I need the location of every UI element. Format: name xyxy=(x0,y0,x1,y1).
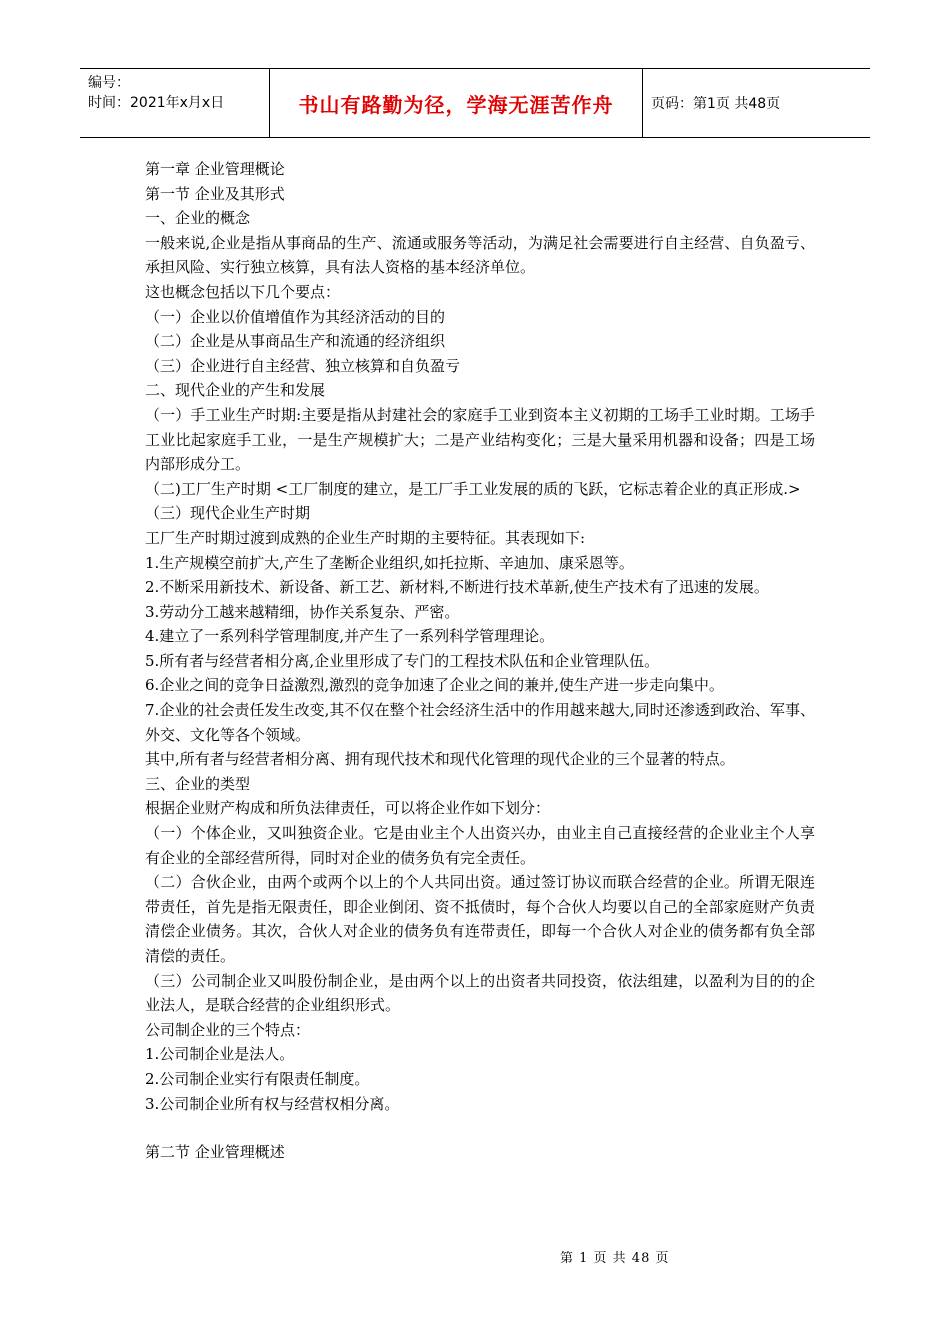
page-footer: 第 1 页 共 48 页 xyxy=(560,1251,670,1266)
page-info: 页码：第1页 共48页 xyxy=(651,96,781,112)
chapter-title: 第一章 企业管理概论 xyxy=(145,160,285,178)
paragraph: （二)工厂生产时期 <工厂制度的建立，是工厂手工业发展的质的飞跃，它标志着企业的真正形成.> xyxy=(145,479,801,498)
paragraph: （三）公司制企业又叫股份制企业，是由两个以上的出资者共同投资，依法组建，以盈利为目的的企业法人，是联合经营的企业组织形式。 xyxy=(145,971,815,1015)
paragraph: 工厂生产时期过渡到成熟的企业生产时期的主要特征。其表现如下: xyxy=(145,528,586,547)
list-item: 1.公司制企业是法人。 xyxy=(145,1045,295,1064)
paragraph: 根据企业财产构成和所负法律责任，可以将企业作如下划分： xyxy=(145,799,551,818)
date-label: 时间：2021年x月x日 xyxy=(88,95,225,111)
paragraph: （二）合伙企业，由两个或两个以上的个人共同出资。通过签订协议而联合经营的企业。所谓无限连带责任，首先是指无限责任，即企业倒闭、资不抵债时，每个合伙人均要以自己的全部家庭财产负责清偿企业债务。其次，合伙人对企业的债务负有连带责任，即每一个合伙人对企业的债务都有负全部清偿的责任。 xyxy=(145,873,815,965)
paragraph: 一般来说,企业是指从事商品的生产、流通或服务等活动，为满足社会需要进行自主经营、自负盈亏、承担风险、实行独立核算，具有法人资格的基本经济单位。 xyxy=(145,233,815,277)
section-title: 第一节 企业及其形式 xyxy=(145,184,285,203)
motto-banner: 书山有路勤为径，学海无涯苦作舟 xyxy=(270,69,643,137)
paragraph: 这也概念包括以下几个要点： xyxy=(145,282,341,301)
page-header xyxy=(80,68,870,138)
list-item: 6.企业之间的竞争日益激烈,激烈的竞争加速了企业之间的兼并,使生产进一步走向集中。 xyxy=(145,676,724,695)
subsection-heading: 一、企业的概念 xyxy=(145,209,251,228)
paragraph: 公司制企业的三个特点： xyxy=(145,1020,311,1039)
list-item: （一）企业以价值增值作为其经济活动的目的 xyxy=(145,307,446,326)
list-item: （三）企业进行自主经营、独立核算和自负盈亏 xyxy=(145,356,461,375)
subsection-heading: 二、现代企业的产生和发展 xyxy=(145,381,326,400)
serial-number-label: 编号： xyxy=(88,75,130,91)
paragraph: 其中,所有者与经营者相分离、拥有现代技术和现代化管理的现代企业的三个显著的特点。 xyxy=(145,750,735,769)
list-item: 3.公司制企业所有权与经营权相分离。 xyxy=(145,1094,400,1113)
document-body xyxy=(145,157,815,1165)
list-item: 7.企业的社会责任发生改变,其不仅在整个社会经济生活中的作用越来越大,同时还渗透到政治、军事、外交、文化等各个领域。 xyxy=(145,701,815,744)
list-item: 5.所有者与经营者相分离,企业里形成了专门的工程技术队伍和企业管理队伍。 xyxy=(145,651,660,670)
subsection-heading: 三、企业的类型 xyxy=(145,774,251,793)
list-item: 3.劳动分工越来越精细，协作关系复杂、严密。 xyxy=(145,602,460,621)
list-item: 1.生产规模空前扩大,产生了垄断企业组织,如托拉斯、辛迪加、康采恩等。 xyxy=(145,553,634,572)
paragraph: （一）手工业生产时期:主要是指从封建社会的家庭手工业到资本主义初期的工场手工业时期。工场手工业比起家庭手工业，一是生产规模扩大；二是产业结构变化；三是大量采用机器和设备；四是工场内部形成分工。 xyxy=(145,405,815,474)
spacer xyxy=(145,1116,815,1140)
list-item: 2.公司制企业实行有限责任制度。 xyxy=(145,1069,370,1088)
list-item: （二）企业是从事商品生产和流通的经济组织 xyxy=(145,332,446,351)
list-item: 4.建立了一系列科学管理制度,并产生了一系列科学管理理论。 xyxy=(145,627,555,646)
header-meta xyxy=(80,69,270,137)
list-item: 2.不断采用新技术、新设备、新工艺、新材料,不断进行技术革新,使生产技术有了迅速的发展。 xyxy=(145,578,769,597)
section-title: 第二节 企业管理概述 xyxy=(145,1143,285,1162)
list-item: （三）现代企业生产时期 xyxy=(145,504,311,523)
paragraph: （一）个体企业，又叫独资企业。它是由业主个人出资兴办，由业主自己直接经营的企业业主个人享有企业的全部经营所得，同时对企业的债务负有完全责任。 xyxy=(145,824,815,867)
